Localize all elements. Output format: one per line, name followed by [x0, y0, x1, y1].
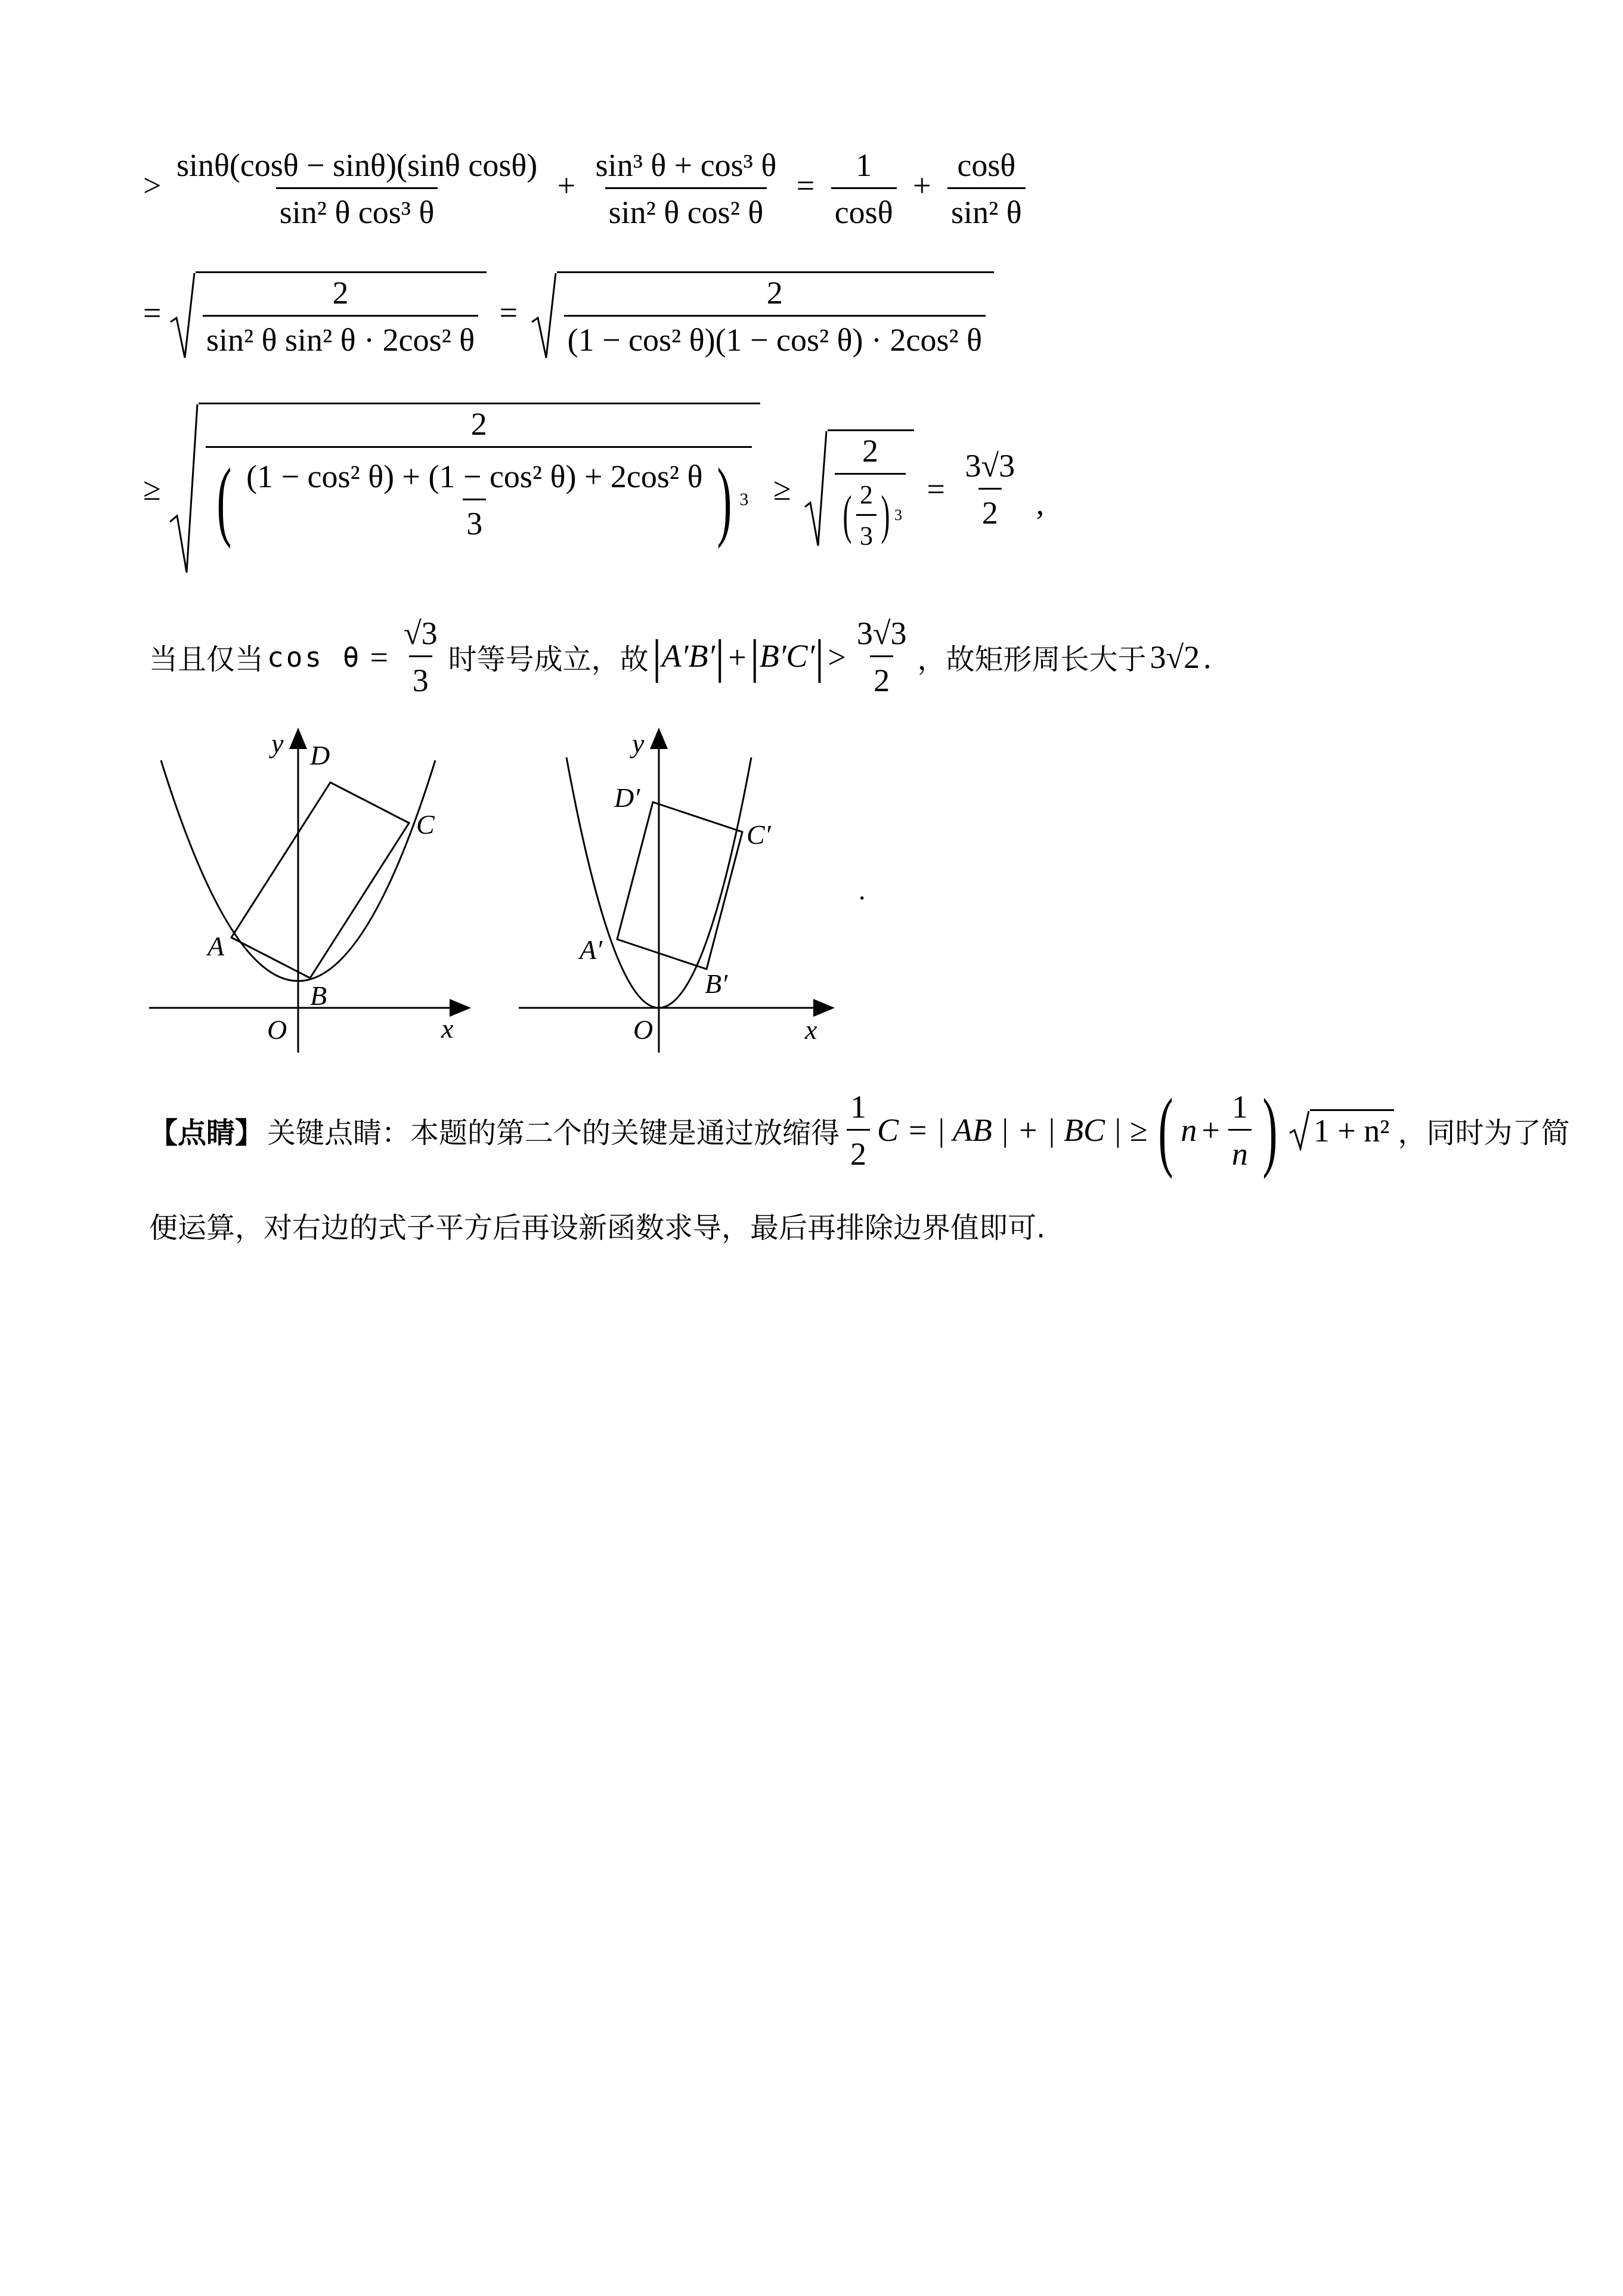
equals-sign: = [143, 295, 162, 331]
point-b-label: B [310, 980, 327, 1011]
point-a-prime-label: A′ [580, 935, 603, 965]
sqrt-1-content [196, 271, 487, 361]
point-c-label: C [416, 809, 435, 840]
comment-line-1 [149, 1081, 1570, 1180]
fraction-4-denominator: sin² θ [947, 187, 1026, 228]
big-paren-right: ) [717, 450, 732, 549]
fraction-1 [173, 149, 541, 228]
fraction-3 [831, 149, 897, 228]
abs-1-content: A′B′ [661, 638, 716, 674]
radical-sign-icon [1289, 1109, 1310, 1151]
fraction-1-numerator: sinθ(cosθ − sinθ)(sinθ cosθ) [176, 147, 538, 183]
sqrt-2-denominator: (1 − cos² θ)(1 − cos² θ) · 2cos² θ [564, 315, 986, 356]
sqrt-content: 1 + n² [1310, 1109, 1395, 1151]
sqrt-2-fraction [564, 277, 986, 356]
one-over-n-denominator: n [1228, 1129, 1252, 1170]
abs-value-2: |B′C′| [749, 630, 825, 683]
y-label: y [271, 728, 284, 759]
statement-fraction-numerator: 3√3 [856, 615, 907, 651]
result-denominator: 2 [978, 488, 1002, 529]
fraction-2-numerator: sin³ θ + cos³ θ [595, 147, 777, 183]
statement-text-3: ，故矩形周长大于 [917, 643, 1147, 676]
sqrt-4-inner-numerator: 2 [860, 479, 874, 509]
sqrt-3-content [199, 403, 760, 575]
formula-line-2 [143, 271, 994, 361]
one-over-n-numerator: 1 [1231, 1088, 1248, 1125]
equals-sign-2: = [499, 295, 518, 331]
comment-text-1: 关键点睛：本题的第二个的关键是通过放缩得 [267, 1116, 840, 1150]
formula-line-3 [143, 403, 1044, 575]
figure-left [137, 728, 471, 1073]
sqrt3-numerator: √3 [403, 615, 438, 651]
sqrt-2-content [557, 271, 994, 361]
equals-sign: = [796, 167, 815, 203]
sqrt-4 [804, 429, 914, 549]
inner-fraction [243, 460, 706, 540]
plus-sign-2: + [913, 167, 931, 203]
point-d-prime-label: D′ [614, 782, 640, 813]
statement-fraction-denominator: 2 [870, 655, 893, 697]
sqrt-4-denominator: ( $\frac{2}{3}$ ) 3 [835, 473, 906, 549]
cos-theta: cos θ [267, 640, 362, 673]
sqrt3-denominator: 3 [409, 655, 432, 697]
statement-fraction [853, 617, 910, 697]
radical-sign-icon [169, 403, 199, 575]
abs-2-content: B′C′ [759, 638, 815, 674]
sqrt-4-fraction [835, 432, 906, 550]
comment-text-2: ，同时为了简 [1398, 1116, 1570, 1150]
result-fraction [962, 447, 1019, 531]
fraction-4 [947, 149, 1026, 228]
point-b-prime-label: B′ [705, 968, 728, 999]
big-paren-left: ( [216, 450, 232, 549]
sqrt-4-numerator: 2 [862, 432, 879, 469]
sqrt3-over-3 [400, 617, 441, 697]
rectangle-abcd [231, 782, 409, 978]
radical-sign-icon [804, 429, 828, 549]
sqrt-1-numerator: 2 [332, 275, 349, 311]
inner-numerator: (1 − cos² θ) + (1 − cos² θ) + 2cos² θ [246, 458, 703, 494]
gt-sign: > [143, 167, 162, 203]
fraction-3-denominator: cosθ [831, 187, 897, 228]
paren-expression [1151, 1081, 1284, 1180]
sqrt-4-inner-denominator: 3 [856, 514, 876, 549]
point-a-label: A [207, 931, 225, 961]
sqrt-4-inner-fraction [856, 479, 876, 550]
paren-right: ) [881, 485, 890, 544]
statement-text-2: 时等号成立，故 [448, 643, 649, 676]
sqrt-1-fraction [203, 277, 478, 356]
ge-sign-2: ≥ [773, 471, 791, 507]
ge-sign: ≥ [143, 471, 161, 507]
one-over-n [1228, 1088, 1252, 1172]
radical-sign-icon [169, 271, 196, 361]
statement-line [149, 617, 1212, 697]
half-denominator: 2 [847, 1129, 870, 1170]
inner-denominator: 3 [463, 499, 486, 540]
result-numerator: 3√3 [965, 447, 1015, 484]
gt-sign: > [828, 639, 846, 675]
abs-value-1: |A′B′| [652, 630, 725, 683]
paren-right: ) [1262, 1081, 1278, 1180]
sqrt-1-denominator: sin² θ sin² θ · 2cos² θ [203, 315, 478, 356]
n-symbol: n [1181, 1112, 1197, 1148]
equals-sign: = [927, 471, 945, 507]
comment-expression: C = | AB | + | BC | ≥ [877, 1112, 1148, 1148]
radical-sign-icon [531, 271, 557, 361]
sqrt-2 [531, 271, 994, 361]
statement-text-1: 当且仅当 [149, 643, 264, 676]
fraction-1-denominator: sin² θ cos³ θ [276, 187, 438, 228]
point-c-prime-label: C′ [747, 819, 771, 850]
result-3sqrt2: 3√2 [1150, 639, 1200, 675]
sqrt-3-fraction [206, 406, 752, 549]
paren-left: ( [843, 485, 852, 544]
formula-line-1 [143, 149, 1029, 228]
fraction-2 [592, 149, 780, 228]
plus-sign: + [1201, 1112, 1220, 1148]
origin-label: O [633, 1014, 653, 1045]
paren-left: ( [1158, 1081, 1173, 1180]
period: . [1203, 639, 1212, 675]
half-fraction [847, 1088, 870, 1172]
sqrt-1 [169, 271, 487, 361]
plus-sign: + [728, 639, 747, 675]
fraction-4-numerator: cosθ [957, 147, 1016, 183]
point-d-label: D [310, 740, 330, 771]
comma: , [1036, 485, 1045, 522]
comment-line-2: 便运算，对右边的式子平方后再设新函数求导，最后再排除边界值即可. [149, 1211, 1046, 1245]
half-numerator: 1 [850, 1088, 867, 1125]
sqrt-3 [169, 403, 760, 575]
fraction-3-numerator: 1 [856, 147, 872, 183]
sqrt-1-plus-n2 [1289, 1109, 1395, 1151]
plus-sign: + [557, 167, 576, 203]
figure-right [507, 728, 841, 1073]
trailing-dot: . [859, 875, 866, 905]
sqrt-4-content [828, 429, 914, 549]
sqrt-3-numerator: 2 [470, 406, 487, 442]
y-label: y [632, 728, 645, 759]
equals-sign: = [370, 639, 388, 675]
x-label: x [805, 1014, 817, 1045]
x-label: x [441, 1013, 454, 1044]
sqrt-2-numerator: 2 [766, 275, 783, 311]
sqrt-3-denominator: ( $\frac{\text{(1 − cos² θ) + (1 − cos² θ) + 2cos² θ}}{3}$ ) 3 [206, 446, 752, 544]
comment-label: 【点睛】 [149, 1116, 264, 1150]
origin-label: O [267, 1014, 287, 1045]
fraction-2-denominator: sin² θ cos² θ [605, 187, 767, 228]
